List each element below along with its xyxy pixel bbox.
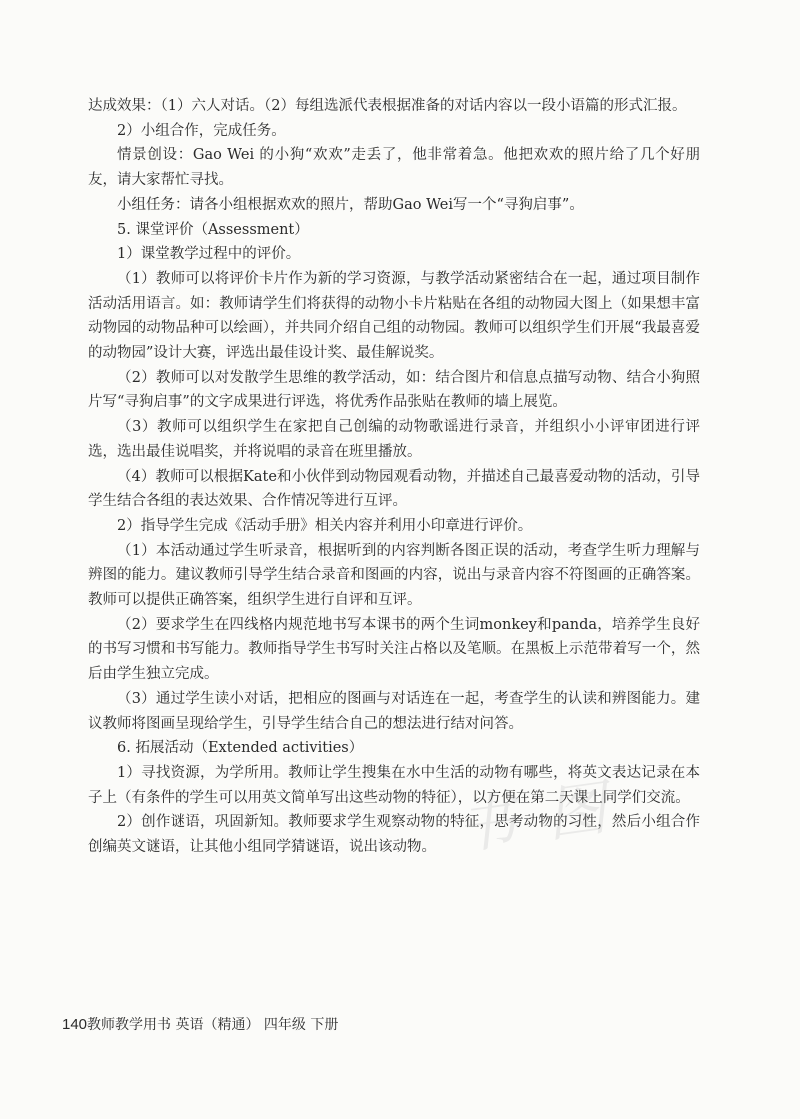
watermark: 书 图 xyxy=(451,772,617,864)
paragraph-group-task-heading: 2）小组合作，完成任务。 xyxy=(117,122,286,139)
paragraph-group-task: 小组任务：请各小组根据欢欢的照片，帮助Gao Wei写一个“寻狗启事”。 xyxy=(117,196,584,213)
book-title: 教师教学用书 英语（精通） 四年级 下册 xyxy=(87,1017,339,1033)
page-number: 140 xyxy=(62,1016,88,1033)
paragraph-outcome: 达成效果：（1）六人对话。（2）每组选派代表根据准备的对话内容以一段小语篇的形式汇报。 xyxy=(88,98,687,114)
paragraph-extended-2: 2）创作谜语，巩固新知。教师要求学生观察动物的特征，思考动物的习性，然后小组合作创编英文谜语，让其他小组同学猜谜语，说出该动物。 xyxy=(88,814,700,856)
paragraph-evaluation-4: （4）教师可以根据Kate和小伙伴到动物园观看动物，并描述自己最喜爱动物的活动，引导学生结合各组的表达效果、合作情况等进行互评。 xyxy=(88,468,700,510)
section-heading-assessment: 5. 课堂评价（Assessment） xyxy=(117,221,309,238)
section-heading-extended-activities: 6. 拓展活动（Extended activities） xyxy=(117,740,364,757)
paragraph-extended-1: 1）寻找资源，为学所用。教师让学生搜集在水中生活的动物有哪些，将英文表达记录在本子上（有条件的学生可以用英文简单写出这些动物的特征），以方便在第二天课上同学们交流。 xyxy=(88,764,700,806)
page-body xyxy=(88,94,700,860)
paragraph-activity-book-1: （1）本活动通过学生听录音，根据听到的内容判断各图正误的活动，考查学生听力理解与辨图的能力。建议教师引导学生结合录音和图画的内容，说出与录音内容不符图画的正确答案。教师可以提供正确答案，组织学生进行自评和互评。 xyxy=(88,542,700,609)
paragraph-evaluation-2: （2）教师可以对发散学生思维的教学活动，如：结合图片和信息点描写动物、结合小狗照片写“寻狗启事”的文字成果进行评选，将优秀作品张贴在教师的墙上展览。 xyxy=(88,369,700,411)
paragraph-scenario: 情景创设：Gao Wei 的小狗“欢欢”走丢了，他非常着急。他把欢欢的照片给了几个好朋友，请大家帮忙寻找。 xyxy=(88,147,700,189)
paragraph-activity-book-2: （2）要求学生在四线格内规范地书写本课书的两个生词monkey和panda，培养学生良好的书写习惯和书写能力。教师指导学生书写时关注占格以及笔顺。在黑板上示范带着写一个，然后由学生独立完成。 xyxy=(88,616,700,683)
subheading-in-class-evaluation: 1）课堂教学过程中的评价。 xyxy=(117,246,301,263)
subheading-activity-book: 2）指导学生完成《活动手册》相关内容并利用小印章进行评价。 xyxy=(117,517,533,534)
paragraph-activity-book-3: （3）通过学生读小对话，把相应的图画与对话连在一起，考查学生的认读和辨图能力。建议教师将图画呈现给学生，引导学生结合自己的想法进行结对问答。 xyxy=(88,690,700,732)
page-footer xyxy=(62,1014,338,1034)
paragraph-evaluation-3: （3）教师可以组织学生在家把自己创编的动物歌谣进行录音，并组织小小评审团进行评选，选出最佳说唱奖，并将说唱的录音在班里播放。 xyxy=(88,419,700,460)
paragraph-evaluation-1: （1）教师可以将评价卡片作为新的学习资源，与教学活动紧密结合在一起，通过项目制作活动活用语言。如：教师请学生们将获得的动物小卡片粘贴在各组的动物园大图上（如果想丰富动物园的动物品种可以绘画），并共同介绍自己组的动物园。教师可以组织学生们开展“我最喜爱的动物园”设计大赛，评选出最佳设计奖、最佳解说奖。 xyxy=(88,270,700,362)
